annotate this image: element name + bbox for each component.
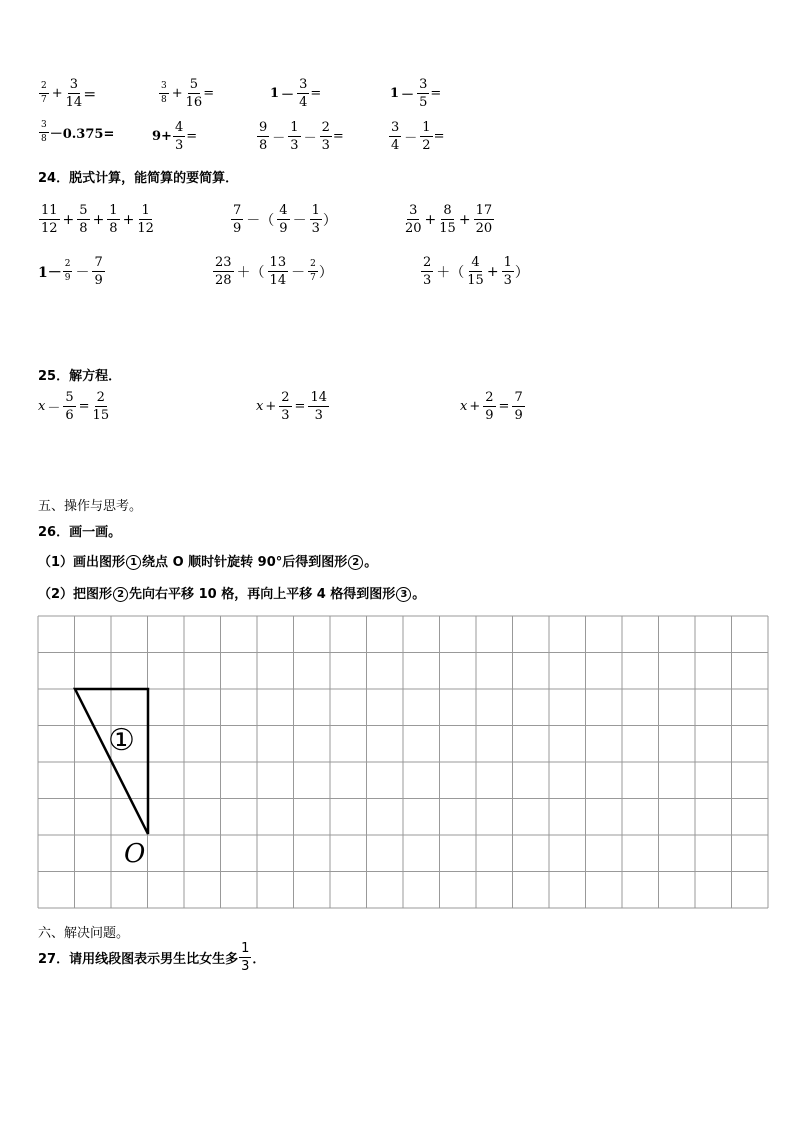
expr-r2-3: $\frac{9}{8}$ － $\frac{1}{3}$ － $\frac{2}{3}$ = [259,120,344,153]
q24-expr-1: $\frac{11}{12}$ + $\frac{5}{8}$ + $\frac{1}{8}$ + $\frac{1}{12}$ [41,203,154,236]
fraction: $\frac{1}{3}$ [290,120,299,153]
section-5-heading: 五、操作与思考。 [38,499,143,514]
fraction: $\frac{1}{2}$ [422,120,431,153]
expr-r2-2: 9+ $\frac{4}{3}$ = [152,120,198,153]
q24-expr-6: $\frac{2}{3}$ ＋（ $\frac{4}{15}$ + $\frac{1}{3}$ ） [423,255,529,288]
fraction: $\frac{1}{8}$ [109,203,118,236]
fraction: $\frac{2}{3}$ [423,255,432,288]
expr-r1-4: 1 － $\frac{3}{5}$ = [390,77,442,110]
fraction: $\frac{5}{16}$ [185,77,203,110]
fraction: $\frac{7}{9}$ [514,390,523,423]
fraction: $\frac{2}{9}$ [64,259,71,283]
circle-number: 3 [396,587,411,602]
fraction: $\frac{1}{3}$ [503,255,512,288]
fraction: $\frac{2}{7}$ [310,259,316,283]
expr-r2-4: $\frac{3}{4}$ － $\frac{1}{2}$ = [391,120,445,153]
fraction: $\frac{2}{3}$ [321,120,330,153]
q26-sub2: （2）把图形 2 先向右平移 10 格，再向上平移 4 格得到图形 3 。 [38,587,426,602]
circle-number: 2 [113,587,128,602]
fraction: $\frac{4}{15}$ [467,255,484,288]
fraction: $\frac{13}{14}$ [269,255,287,288]
fraction: $\frac{2}{9}$ [485,390,494,423]
point-o-label: O [124,839,146,869]
expr-r1-2: $\frac{3}{8}$ + $\frac{5}{16}$ = [161,77,215,110]
fraction: $\frac{1}{3}$ [311,203,320,236]
circle-number: 2 [348,555,363,570]
q24-expr-3: $\frac{3}{20}$ + $\frac{8}{15}$ + $\frac{17}{20}$ [405,203,493,236]
q24-expr-2: $\frac{7}{9}$ －（ $\frac{4}{9}$ － $\frac{1}{3}$ ） [233,203,337,236]
fraction: $\frac{3}{8}$ [161,81,167,105]
fraction: $\frac{3}{5}$ [419,77,428,110]
fraction: $\frac{2}{7}$ [41,81,47,105]
q26-sub1: （1）画出图形 1 绕点 O 顺时针旋转 90°后得到图形 2 。 [38,555,378,570]
fraction: $\frac{7}{9}$ [94,255,103,288]
fraction: $\frac{11}{12}$ [41,203,58,236]
circle-number: 1 [126,555,141,570]
expr-r2-1: $\frac{3}{8}$ －0.375= [41,120,115,144]
q24-expr-5: $\frac{23}{28}$ ＋（ $\frac{13}{14}$ － $\frac{2}{7}$ ） [215,255,333,288]
fraction: $\frac{4}{3}$ [174,120,184,153]
fraction: $\frac{1}{12}$ [137,203,154,236]
fraction: $\frac{5}{8}$ [79,203,88,236]
q25-eq-2: x + $\frac{2}{3}$ = $\frac{14}{3}$ [256,390,327,423]
q27: 27．请用线段图表示男生比女生多 $\frac{1}{3}$ ． [38,941,266,974]
fraction: $\frac{17}{20}$ [475,203,493,236]
q24-expr-4: 1－ $\frac{2}{9}$ － $\frac{7}{9}$ [38,255,103,288]
fraction: $\frac{1}{3}$ [241,941,250,974]
fraction: $\frac{2}{15}$ [92,390,110,423]
fraction: $\frac{3}{4}$ [299,77,308,110]
expr-r1-3: 1 － $\frac{3}{4}$ = [270,77,322,110]
fraction: $\frac{7}{9}$ [233,203,242,236]
section-6-heading: 六、解决问题。 [38,926,130,941]
fraction: $\frac{3}{14}$ [65,77,83,110]
fraction: $\frac{4}{9}$ [279,203,288,236]
expr-r1-1: $\frac{2}{7}$ + $\frac{3}{14}$ ＝ [41,77,97,110]
fraction: $\frac{3}{20}$ [405,203,422,236]
q25-eq-3: x + $\frac{2}{9}$ = $\frac{7}{9}$ [460,390,523,423]
fraction: $\frac{3}{8}$ [41,120,47,144]
q24-label: 24．脱式计算，能简算的要简算． [38,171,239,186]
fraction: $\frac{8}{15}$ [439,203,456,236]
q26-label: 26．画一画。 [38,525,122,540]
shape-label: ① [108,723,135,758]
fraction: $\frac{5}{6}$ [65,390,74,423]
q25-eq-1: x － $\frac{5}{6}$ = $\frac{2}{15}$ [38,390,110,423]
fraction: $\frac{3}{4}$ [391,120,400,153]
fraction: $\frac{2}{3}$ [281,390,290,423]
q25-label: 25．解方程． [38,369,122,384]
fraction: $\frac{23}{28}$ [215,255,232,288]
fraction: $\frac{14}{3}$ [310,390,327,423]
fraction: $\frac{9}{8}$ [259,120,268,153]
